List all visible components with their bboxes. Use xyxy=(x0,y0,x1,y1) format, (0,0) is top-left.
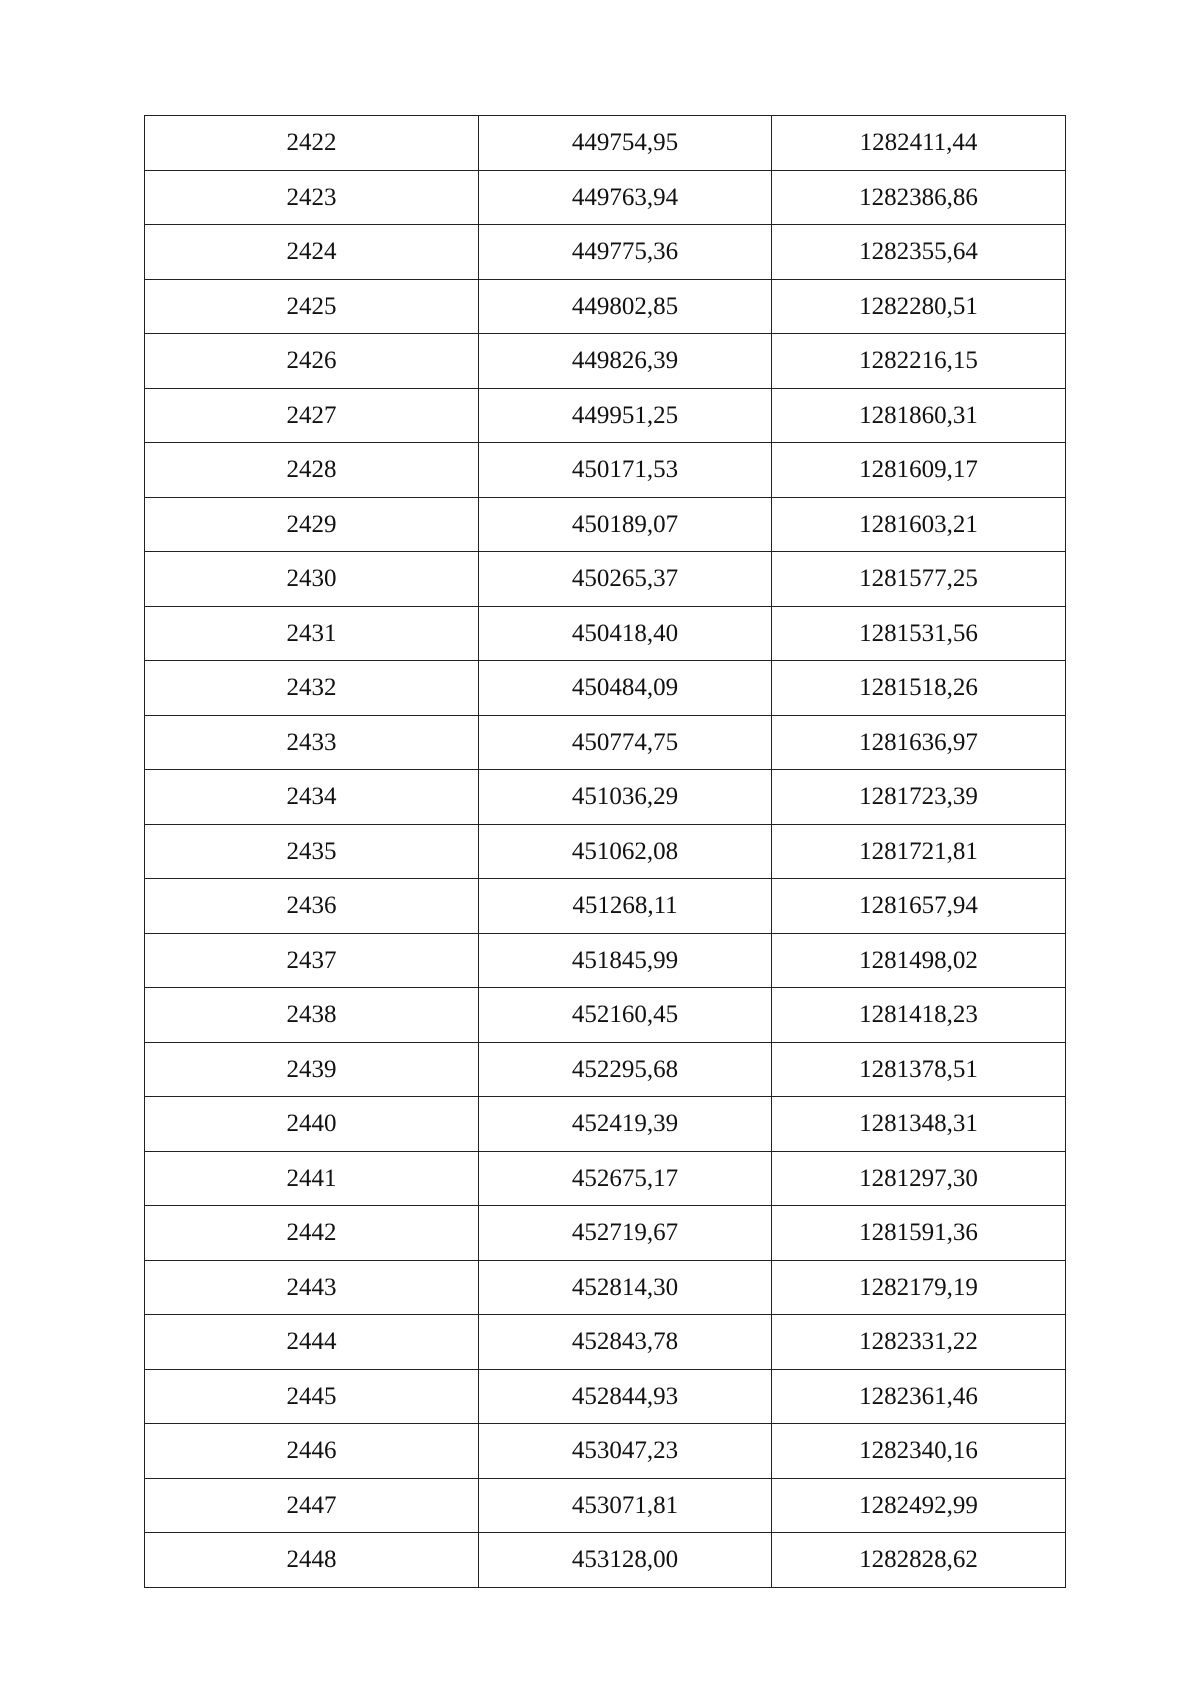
point-number-cell: 2448 xyxy=(145,1533,479,1588)
x-coordinate-cell: 453047,23 xyxy=(479,1424,772,1479)
y-coordinate-cell: 1282411,44 xyxy=(772,116,1066,171)
point-number-cell: 2430 xyxy=(145,552,479,607)
point-number-cell: 2443 xyxy=(145,1260,479,1315)
table-row xyxy=(145,170,1066,225)
y-coordinate-cell: 1282280,51 xyxy=(772,279,1066,334)
point-number-cell: 2438 xyxy=(145,988,479,1043)
table-row xyxy=(145,1369,1066,1424)
y-coordinate-cell: 1282340,16 xyxy=(772,1424,1066,1479)
table-row xyxy=(145,1533,1066,1588)
y-coordinate-cell: 1282361,46 xyxy=(772,1369,1066,1424)
table-row xyxy=(145,388,1066,443)
y-coordinate-cell: 1281418,23 xyxy=(772,988,1066,1043)
point-number-cell: 2436 xyxy=(145,879,479,934)
table-row xyxy=(145,552,1066,607)
y-coordinate-cell: 1281721,81 xyxy=(772,824,1066,879)
point-number-cell: 2434 xyxy=(145,770,479,825)
table-row xyxy=(145,933,1066,988)
x-coordinate-cell: 449826,39 xyxy=(479,334,772,389)
point-number-cell: 2429 xyxy=(145,497,479,552)
y-coordinate-cell: 1282386,86 xyxy=(772,170,1066,225)
y-coordinate-cell: 1281657,94 xyxy=(772,879,1066,934)
x-coordinate-cell: 451036,29 xyxy=(479,770,772,825)
x-coordinate-cell: 449763,94 xyxy=(479,170,772,225)
table-row xyxy=(145,279,1066,334)
point-number-cell: 2432 xyxy=(145,661,479,716)
table-row xyxy=(145,1315,1066,1370)
point-number-cell: 2444 xyxy=(145,1315,479,1370)
x-coordinate-cell: 450171,53 xyxy=(479,443,772,498)
point-number-cell: 2447 xyxy=(145,1478,479,1533)
x-coordinate-cell: 452675,17 xyxy=(479,1151,772,1206)
table-row xyxy=(145,225,1066,280)
table-row xyxy=(145,1260,1066,1315)
y-coordinate-cell: 1281609,17 xyxy=(772,443,1066,498)
x-coordinate-cell: 452844,93 xyxy=(479,1369,772,1424)
point-number-cell: 2426 xyxy=(145,334,479,389)
point-number-cell: 2441 xyxy=(145,1151,479,1206)
point-number-cell: 2433 xyxy=(145,715,479,770)
point-number-cell: 2422 xyxy=(145,116,479,171)
point-number-cell: 2437 xyxy=(145,933,479,988)
x-coordinate-cell: 452160,45 xyxy=(479,988,772,1043)
x-coordinate-cell: 449775,36 xyxy=(479,225,772,280)
table-row xyxy=(145,715,1066,770)
point-number-cell: 2431 xyxy=(145,606,479,661)
point-number-cell: 2423 xyxy=(145,170,479,225)
table-row xyxy=(145,443,1066,498)
table-row xyxy=(145,1206,1066,1261)
y-coordinate-cell: 1281591,36 xyxy=(772,1206,1066,1261)
y-coordinate-cell: 1281603,21 xyxy=(772,497,1066,552)
x-coordinate-cell: 449754,95 xyxy=(479,116,772,171)
y-coordinate-cell: 1281860,31 xyxy=(772,388,1066,443)
table-row xyxy=(145,1151,1066,1206)
table-row xyxy=(145,1478,1066,1533)
y-coordinate-cell: 1281348,31 xyxy=(772,1097,1066,1152)
point-number-cell: 2442 xyxy=(145,1206,479,1261)
y-coordinate-cell: 1281577,25 xyxy=(772,552,1066,607)
y-coordinate-cell: 1282828,62 xyxy=(772,1533,1066,1588)
coordinates-table-body xyxy=(145,116,1066,1588)
table-row xyxy=(145,824,1066,879)
table-row xyxy=(145,988,1066,1043)
x-coordinate-cell: 450484,09 xyxy=(479,661,772,716)
y-coordinate-cell: 1282179,19 xyxy=(772,1260,1066,1315)
x-coordinate-cell: 450189,07 xyxy=(479,497,772,552)
table-row xyxy=(145,334,1066,389)
point-number-cell: 2439 xyxy=(145,1042,479,1097)
x-coordinate-cell: 449802,85 xyxy=(479,279,772,334)
coordinates-table xyxy=(144,115,1066,1588)
x-coordinate-cell: 450418,40 xyxy=(479,606,772,661)
x-coordinate-cell: 452719,67 xyxy=(479,1206,772,1261)
y-coordinate-cell: 1282331,22 xyxy=(772,1315,1066,1370)
x-coordinate-cell: 453128,00 xyxy=(479,1533,772,1588)
x-coordinate-cell: 452843,78 xyxy=(479,1315,772,1370)
point-number-cell: 2424 xyxy=(145,225,479,280)
y-coordinate-cell: 1281518,26 xyxy=(772,661,1066,716)
y-coordinate-cell: 1281378,51 xyxy=(772,1042,1066,1097)
point-number-cell: 2427 xyxy=(145,388,479,443)
x-coordinate-cell: 453071,81 xyxy=(479,1478,772,1533)
x-coordinate-cell: 450774,75 xyxy=(479,715,772,770)
point-number-cell: 2446 xyxy=(145,1424,479,1479)
y-coordinate-cell: 1282492,99 xyxy=(772,1478,1066,1533)
point-number-cell: 2435 xyxy=(145,824,479,879)
table-row xyxy=(145,1097,1066,1152)
x-coordinate-cell: 451268,11 xyxy=(479,879,772,934)
x-coordinate-cell: 449951,25 xyxy=(479,388,772,443)
point-number-cell: 2445 xyxy=(145,1369,479,1424)
table-row xyxy=(145,116,1066,171)
y-coordinate-cell: 1281498,02 xyxy=(772,933,1066,988)
table-row xyxy=(145,661,1066,716)
table-row xyxy=(145,879,1066,934)
y-coordinate-cell: 1281723,39 xyxy=(772,770,1066,825)
x-coordinate-cell: 451845,99 xyxy=(479,933,772,988)
table-row xyxy=(145,497,1066,552)
x-coordinate-cell: 452814,30 xyxy=(479,1260,772,1315)
point-number-cell: 2428 xyxy=(145,443,479,498)
point-number-cell: 2425 xyxy=(145,279,479,334)
x-coordinate-cell: 451062,08 xyxy=(479,824,772,879)
x-coordinate-cell: 452295,68 xyxy=(479,1042,772,1097)
y-coordinate-cell: 1281297,30 xyxy=(772,1151,1066,1206)
table-row xyxy=(145,1042,1066,1097)
y-coordinate-cell: 1282355,64 xyxy=(772,225,1066,280)
x-coordinate-cell: 452419,39 xyxy=(479,1097,772,1152)
y-coordinate-cell: 1282216,15 xyxy=(772,334,1066,389)
y-coordinate-cell: 1281531,56 xyxy=(772,606,1066,661)
y-coordinate-cell: 1281636,97 xyxy=(772,715,1066,770)
table-row xyxy=(145,606,1066,661)
x-coordinate-cell: 450265,37 xyxy=(479,552,772,607)
point-number-cell: 2440 xyxy=(145,1097,479,1152)
table-row xyxy=(145,770,1066,825)
table-row xyxy=(145,1424,1066,1479)
